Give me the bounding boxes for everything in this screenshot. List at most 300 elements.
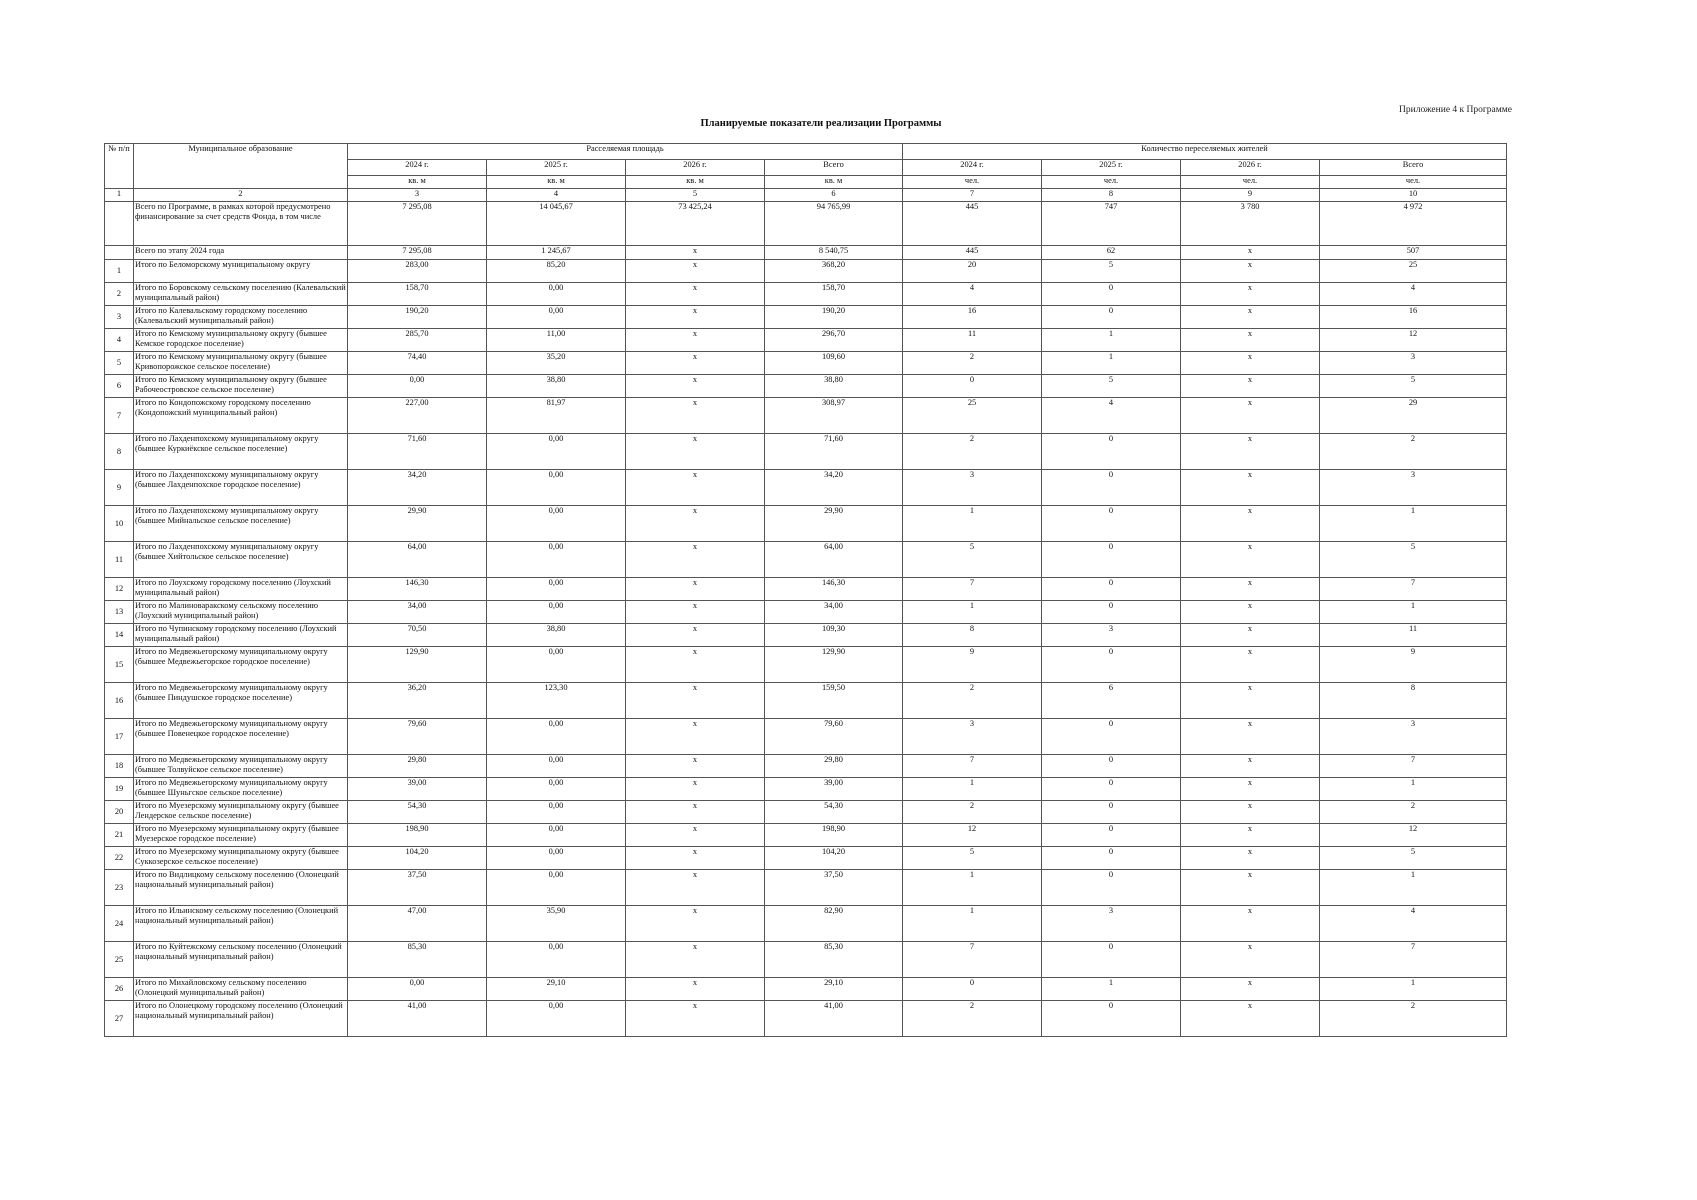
area-value-cell: 285,70 — [348, 329, 487, 352]
area-value-cell: x — [626, 683, 765, 719]
area-value-cell: x — [626, 329, 765, 352]
area-value-cell: 0,00 — [487, 506, 626, 542]
people-value-cell: 0 — [1042, 434, 1181, 470]
people-value-cell: 2 — [1320, 801, 1507, 824]
people-value-cell: 0 — [903, 978, 1042, 1001]
area-value-cell: 368,20 — [765, 260, 903, 283]
area-value-cell: 129,90 — [348, 647, 487, 683]
people-value-cell: 0 — [1042, 506, 1181, 542]
people-value-cell: 20 — [903, 260, 1042, 283]
people-value-cell: x — [1181, 906, 1320, 942]
people-value-cell: x — [1181, 847, 1320, 870]
people-value-cell: x — [1181, 470, 1320, 506]
row-number: 9 — [105, 470, 134, 506]
people-value-cell: 445 — [903, 202, 1042, 246]
people-value-cell: 0 — [1042, 778, 1181, 801]
people-value-cell: 1 — [903, 506, 1042, 542]
table-row — [105, 398, 1507, 434]
table-row — [105, 978, 1507, 1001]
row-number: 3 — [105, 306, 134, 329]
row-number: 16 — [105, 683, 134, 719]
area-value-cell: 0,00 — [487, 1001, 626, 1037]
row-number: 21 — [105, 824, 134, 847]
people-value-cell: 1 — [903, 870, 1042, 906]
people-value-cell: 3 — [903, 719, 1042, 755]
municipality-name: Итого по Кемскому муниципальному округу (бывшее Кривопорожское сельское поселение) — [134, 352, 348, 375]
people-value-cell: x — [1181, 870, 1320, 906]
row-number: 18 — [105, 755, 134, 778]
area-value-cell: 123,30 — [487, 683, 626, 719]
area-value-cell: 35,90 — [487, 906, 626, 942]
people-value-cell: x — [1181, 398, 1320, 434]
people-value-cell: 9 — [1320, 647, 1507, 683]
row-number: 11 — [105, 542, 134, 578]
area-value-cell: 158,70 — [765, 283, 903, 306]
people-value-cell: 2 — [903, 434, 1042, 470]
people-value-cell: 11 — [903, 329, 1042, 352]
column-number: 7 — [903, 189, 1042, 202]
area-value-cell: 0,00 — [487, 578, 626, 601]
people-value-cell: 12 — [1320, 824, 1507, 847]
header-year: 2024 г. — [903, 160, 1042, 176]
area-value-cell: x — [626, 352, 765, 375]
row-number: 23 — [105, 870, 134, 906]
header-unit: чел. — [1181, 176, 1320, 189]
column-number: 4 — [487, 189, 626, 202]
people-value-cell: 4 — [1042, 398, 1181, 434]
people-value-cell: x — [1181, 778, 1320, 801]
area-value-cell: 41,00 — [765, 1001, 903, 1037]
area-value-cell: 94 765,99 — [765, 202, 903, 246]
people-value-cell: 7 — [1320, 578, 1507, 601]
area-value-cell: 34,00 — [348, 601, 487, 624]
people-value-cell: 7 — [1320, 755, 1507, 778]
area-value-cell: 71,60 — [765, 434, 903, 470]
people-value-cell: 0 — [1042, 824, 1181, 847]
table-row — [105, 283, 1507, 306]
row-number: 8 — [105, 434, 134, 470]
people-value-cell: 5 — [1042, 375, 1181, 398]
people-value-cell: 2 — [903, 683, 1042, 719]
header-unit: кв. м — [348, 176, 487, 189]
area-value-cell: 0,00 — [487, 283, 626, 306]
area-value-cell: 38,80 — [487, 375, 626, 398]
people-value-cell: 6 — [1042, 683, 1181, 719]
area-value-cell: x — [626, 246, 765, 260]
area-value-cell: 109,30 — [765, 624, 903, 647]
area-value-cell: 146,30 — [348, 578, 487, 601]
row-number: 12 — [105, 578, 134, 601]
people-value-cell: 1 — [1320, 778, 1507, 801]
area-value-cell: 85,30 — [348, 942, 487, 978]
people-value-cell: 1 — [1320, 601, 1507, 624]
row-number: 6 — [105, 375, 134, 398]
row-number: 5 — [105, 352, 134, 375]
table-row — [105, 246, 1507, 260]
row-number: 25 — [105, 942, 134, 978]
area-value-cell: 146,30 — [765, 578, 903, 601]
area-value-cell: 39,00 — [348, 778, 487, 801]
area-value-cell: 38,80 — [765, 375, 903, 398]
area-value-cell: 64,00 — [765, 542, 903, 578]
municipality-name: Итого по Лахденпохскому муниципальному округу (бывшее Куркиёкское сельское поселение) — [134, 434, 348, 470]
people-value-cell: 4 972 — [1320, 202, 1507, 246]
people-value-cell: x — [1181, 260, 1320, 283]
people-value-cell: x — [1181, 755, 1320, 778]
area-value-cell: 70,50 — [348, 624, 487, 647]
municipality-name: Итого по Кондопожскому городскому поселению (Кондопожский муниципальный район) — [134, 398, 348, 434]
people-value-cell: 0 — [1042, 942, 1181, 978]
people-value-cell: 29 — [1320, 398, 1507, 434]
row-number: 19 — [105, 778, 134, 801]
people-value-cell: 11 — [1320, 624, 1507, 647]
area-value-cell: 0,00 — [487, 719, 626, 755]
municipality-name: Итого по Видлицкому сельскому поселению (Олонецкий национальный муниципальный район) — [134, 870, 348, 906]
area-value-cell: x — [626, 978, 765, 1001]
people-value-cell: 2 — [903, 352, 1042, 375]
area-value-cell: 0,00 — [348, 375, 487, 398]
people-value-cell: 3 780 — [1181, 202, 1320, 246]
area-value-cell: x — [626, 942, 765, 978]
area-value-cell: x — [626, 542, 765, 578]
area-value-cell: 0,00 — [348, 978, 487, 1001]
header-unit: кв. м — [487, 176, 626, 189]
header-year: Всего — [765, 160, 903, 176]
row-number: 14 — [105, 624, 134, 647]
header-year: 2026 г. — [1181, 160, 1320, 176]
header-unit: чел. — [1042, 176, 1181, 189]
people-value-cell: 3 — [1042, 906, 1181, 942]
header-year: 2025 г. — [1042, 160, 1181, 176]
area-value-cell: x — [626, 801, 765, 824]
table-row — [105, 601, 1507, 624]
municipality-name: Итого по Михайловскому сельскому поселению (Олонецкий муниципальный район) — [134, 978, 348, 1001]
people-value-cell: 747 — [1042, 202, 1181, 246]
area-value-cell: 198,90 — [765, 824, 903, 847]
people-value-cell: 3 — [1320, 470, 1507, 506]
people-value-cell: 1 — [903, 778, 1042, 801]
people-value-cell: 25 — [1320, 260, 1507, 283]
area-value-cell: 85,30 — [765, 942, 903, 978]
people-value-cell: x — [1181, 246, 1320, 260]
people-value-cell: 507 — [1320, 246, 1507, 260]
area-value-cell: 81,97 — [487, 398, 626, 434]
table-body — [105, 144, 1507, 1037]
people-value-cell: 0 — [1042, 755, 1181, 778]
column-number: 10 — [1320, 189, 1507, 202]
people-value-cell: 4 — [1320, 283, 1507, 306]
people-value-cell: 1 — [1320, 870, 1507, 906]
municipality-name: Итого по Муезерскому муниципальному округу (бывшее Суккозерское сельское поселение) — [134, 847, 348, 870]
table-row — [105, 470, 1507, 506]
municipality-name: Итого по Кемскому муниципальному округу (бывшее Кемское городское поселение) — [134, 329, 348, 352]
people-value-cell: 8 — [903, 624, 1042, 647]
table-row — [105, 647, 1507, 683]
header-people-group: Количество переселяемых жителей — [903, 144, 1507, 160]
people-value-cell: x — [1181, 329, 1320, 352]
document-title: Планируемые показатели реализации Программы — [700, 118, 942, 129]
area-value-cell: 34,20 — [765, 470, 903, 506]
area-value-cell: 34,20 — [348, 470, 487, 506]
people-value-cell: x — [1181, 978, 1320, 1001]
people-value-cell: 16 — [1320, 306, 1507, 329]
people-value-cell: 1 — [903, 906, 1042, 942]
area-value-cell: 0,00 — [487, 601, 626, 624]
area-value-cell: 0,00 — [487, 434, 626, 470]
table-row — [105, 942, 1507, 978]
area-value-cell: 37,50 — [348, 870, 487, 906]
table-row — [105, 542, 1507, 578]
header-area-group: Расселяемая площадь — [348, 144, 903, 160]
area-value-cell: 109,60 — [765, 352, 903, 375]
area-value-cell: x — [626, 624, 765, 647]
row-number: 27 — [105, 1001, 134, 1037]
municipality-name: Итого по Лахденпохскому муниципальному округу (бывшее Хийтольское сельское поселение) — [134, 542, 348, 578]
people-value-cell: 5 — [903, 542, 1042, 578]
area-value-cell: 7 295,08 — [348, 246, 487, 260]
column-number: 8 — [1042, 189, 1181, 202]
people-value-cell: x — [1181, 306, 1320, 329]
people-value-cell: 0 — [1042, 470, 1181, 506]
people-value-cell: 3 — [1320, 352, 1507, 375]
area-value-cell: 159,50 — [765, 683, 903, 719]
column-number: 6 — [765, 189, 903, 202]
area-value-cell: 14 045,67 — [487, 202, 626, 246]
area-value-cell: x — [626, 1001, 765, 1037]
people-value-cell: 2 — [1320, 434, 1507, 470]
table-row — [105, 260, 1507, 283]
people-value-cell: 5 — [903, 847, 1042, 870]
people-value-cell: x — [1181, 375, 1320, 398]
row-number: 24 — [105, 906, 134, 942]
people-value-cell: x — [1181, 824, 1320, 847]
header-year: Всего — [1320, 160, 1507, 176]
people-value-cell: 25 — [903, 398, 1042, 434]
area-value-cell: 8 540,75 — [765, 246, 903, 260]
area-value-cell: x — [626, 470, 765, 506]
row-number: 7 — [105, 398, 134, 434]
area-value-cell: x — [626, 260, 765, 283]
header-municipality: Муниципальное образование — [134, 144, 348, 189]
people-value-cell: 7 — [903, 578, 1042, 601]
area-value-cell: 29,10 — [487, 978, 626, 1001]
column-number: 1 — [105, 189, 134, 202]
municipality-name: Всего по Программе, в рамках которой предусмотрено финансирование за счет средств Фонда, в том числе — [134, 202, 348, 246]
area-value-cell: x — [626, 906, 765, 942]
area-value-cell: 7 295,08 — [348, 202, 487, 246]
table-row — [105, 306, 1507, 329]
table-row — [105, 578, 1507, 601]
people-value-cell: x — [1181, 352, 1320, 375]
table-row — [105, 824, 1507, 847]
people-value-cell: 5 — [1320, 542, 1507, 578]
column-number: 3 — [348, 189, 487, 202]
people-value-cell: 16 — [903, 306, 1042, 329]
people-value-cell: 0 — [1042, 647, 1181, 683]
people-value-cell: 1 — [1042, 352, 1181, 375]
people-value-cell: 1 — [1320, 978, 1507, 1001]
area-value-cell: 79,60 — [765, 719, 903, 755]
area-value-cell: x — [626, 755, 765, 778]
municipality-name: Итого по Муезерскому муниципальному округу (бывшее Лендерское сельское поселение) — [134, 801, 348, 824]
row-number: 26 — [105, 978, 134, 1001]
area-value-cell: 82,90 — [765, 906, 903, 942]
area-value-cell: x — [626, 398, 765, 434]
area-value-cell: 198,90 — [348, 824, 487, 847]
table-row — [105, 434, 1507, 470]
people-value-cell: 7 — [903, 942, 1042, 978]
area-value-cell: 11,00 — [487, 329, 626, 352]
people-value-cell: 7 — [903, 755, 1042, 778]
area-value-cell: 296,70 — [765, 329, 903, 352]
people-value-cell: 7 — [1320, 942, 1507, 978]
area-value-cell: 74,40 — [348, 352, 487, 375]
column-number: 2 — [134, 189, 348, 202]
area-value-cell: 29,90 — [765, 506, 903, 542]
area-value-cell: 0,00 — [487, 870, 626, 906]
people-value-cell: 3 — [1042, 624, 1181, 647]
municipality-name: Итого по Калевальскому городскому поселению (Калевальский муниципальный район) — [134, 306, 348, 329]
area-value-cell: x — [626, 306, 765, 329]
row-number: 22 — [105, 847, 134, 870]
people-value-cell: 5 — [1042, 260, 1181, 283]
header-year: 2026 г. — [626, 160, 765, 176]
header-unit: кв. м — [626, 176, 765, 189]
area-value-cell: 41,00 — [348, 1001, 487, 1037]
header-unit: кв. м — [765, 176, 903, 189]
area-value-cell: 1 245,67 — [487, 246, 626, 260]
people-value-cell: x — [1181, 542, 1320, 578]
municipality-name: Итого по Муезерскому муниципальному округу (бывшее Муезерское городское поселение) — [134, 824, 348, 847]
area-value-cell: 54,30 — [348, 801, 487, 824]
people-value-cell: x — [1181, 942, 1320, 978]
area-value-cell: 73 425,24 — [626, 202, 765, 246]
area-value-cell: 79,60 — [348, 719, 487, 755]
area-value-cell: 36,20 — [348, 683, 487, 719]
area-value-cell: 0,00 — [487, 470, 626, 506]
area-value-cell: 190,20 — [765, 306, 903, 329]
municipality-name: Итого по Чупинскому городскому поселению (Лоухский муниципальный район) — [134, 624, 348, 647]
municipality-name: Итого по Ильинскому сельскому поселению (Олонецкий национальный муниципальный район) — [134, 906, 348, 942]
people-value-cell: 0 — [1042, 283, 1181, 306]
area-value-cell: 85,20 — [487, 260, 626, 283]
area-value-cell: 35,20 — [487, 352, 626, 375]
table-row — [105, 778, 1507, 801]
people-value-cell: 5 — [1320, 375, 1507, 398]
header-row-groups — [105, 144, 1507, 160]
area-value-cell: 0,00 — [487, 801, 626, 824]
people-value-cell: x — [1181, 578, 1320, 601]
area-value-cell: 64,00 — [348, 542, 487, 578]
table-row — [105, 847, 1507, 870]
people-value-cell: 1 — [1042, 329, 1181, 352]
area-value-cell: 0,00 — [487, 306, 626, 329]
people-value-cell: x — [1181, 683, 1320, 719]
row-number: 17 — [105, 719, 134, 755]
municipality-name: Итого по Медвежьегорскому муниципальному округу (бывшее Повенецкое городское поселение) — [134, 719, 348, 755]
people-value-cell: 0 — [1042, 1001, 1181, 1037]
area-value-cell: x — [626, 870, 765, 906]
municipality-name: Итого по Малиноваракскому сельскому поселению (Лоухский муниципальный район) — [134, 601, 348, 624]
people-value-cell: 62 — [1042, 246, 1181, 260]
people-value-cell: x — [1181, 624, 1320, 647]
table-row — [105, 906, 1507, 942]
area-value-cell: 190,20 — [348, 306, 487, 329]
area-value-cell: 29,10 — [765, 978, 903, 1001]
table-row — [105, 202, 1507, 246]
table-row — [105, 375, 1507, 398]
people-value-cell: 3 — [903, 470, 1042, 506]
people-value-cell: 9 — [903, 647, 1042, 683]
area-value-cell: 39,00 — [765, 778, 903, 801]
municipality-name: Итого по Лахденпохскому муниципальному округу (бывшее Лахденпохское городское поселение) — [134, 470, 348, 506]
people-value-cell: 445 — [903, 246, 1042, 260]
municipality-name: Итого по Боровскому сельскому поселению (Калевальский муниципальный район) — [134, 283, 348, 306]
people-value-cell: 0 — [1042, 306, 1181, 329]
area-value-cell: 29,80 — [765, 755, 903, 778]
row-number: 13 — [105, 601, 134, 624]
people-value-cell: 1 — [1042, 978, 1181, 1001]
row-number: 2 — [105, 283, 134, 306]
table-row — [105, 719, 1507, 755]
table-row — [105, 506, 1507, 542]
area-value-cell: x — [626, 283, 765, 306]
area-value-cell: x — [626, 719, 765, 755]
municipality-name: Итого по Медвежьегорскому муниципальному округу (бывшее Пиндушское городское поселение) — [134, 683, 348, 719]
people-value-cell: 8 — [1320, 683, 1507, 719]
area-value-cell: 71,60 — [348, 434, 487, 470]
area-value-cell: 29,90 — [348, 506, 487, 542]
people-value-cell: 0 — [1042, 542, 1181, 578]
row-number: 10 — [105, 506, 134, 542]
header-unit: чел. — [903, 176, 1042, 189]
area-value-cell: 47,00 — [348, 906, 487, 942]
people-value-cell: 1 — [903, 601, 1042, 624]
table-row — [105, 329, 1507, 352]
people-value-cell: 2 — [903, 1001, 1042, 1037]
appendix-label: Приложение 4 к Программе — [1399, 105, 1512, 115]
people-value-cell: 0 — [1042, 870, 1181, 906]
header-year: 2024 г. — [348, 160, 487, 176]
table-row — [105, 755, 1507, 778]
people-value-cell: x — [1181, 601, 1320, 624]
people-value-cell: 12 — [903, 824, 1042, 847]
area-value-cell: 54,30 — [765, 801, 903, 824]
people-value-cell: 4 — [1320, 906, 1507, 942]
municipality-name: Итого по Лоухскому городскому поселению (Лоухский муниципальный район) — [134, 578, 348, 601]
table-row — [105, 1001, 1507, 1037]
row-number: 15 — [105, 647, 134, 683]
municipality-name: Итого по Куйтежскому сельскому поселению (Олонецкий национальный муниципальный район) — [134, 942, 348, 978]
people-value-cell: x — [1181, 801, 1320, 824]
people-value-cell: 3 — [1320, 719, 1507, 755]
area-value-cell: x — [626, 434, 765, 470]
row-number: 1 — [105, 260, 134, 283]
area-value-cell: x — [626, 578, 765, 601]
row-number — [105, 246, 134, 260]
area-value-cell: x — [626, 601, 765, 624]
row-number — [105, 202, 134, 246]
municipality-name: Итого по Лахденпохскому муниципальному округу (бывшее Мийнальское сельское поселение) — [134, 506, 348, 542]
people-value-cell: 2 — [1320, 1001, 1507, 1037]
municipality-name: Всего по этапу 2024 года — [134, 246, 348, 260]
area-value-cell: 0,00 — [487, 542, 626, 578]
table-row — [105, 683, 1507, 719]
header-year: 2025 г. — [487, 160, 626, 176]
area-value-cell: 0,00 — [487, 778, 626, 801]
column-number: 5 — [626, 189, 765, 202]
area-value-cell: 283,00 — [348, 260, 487, 283]
